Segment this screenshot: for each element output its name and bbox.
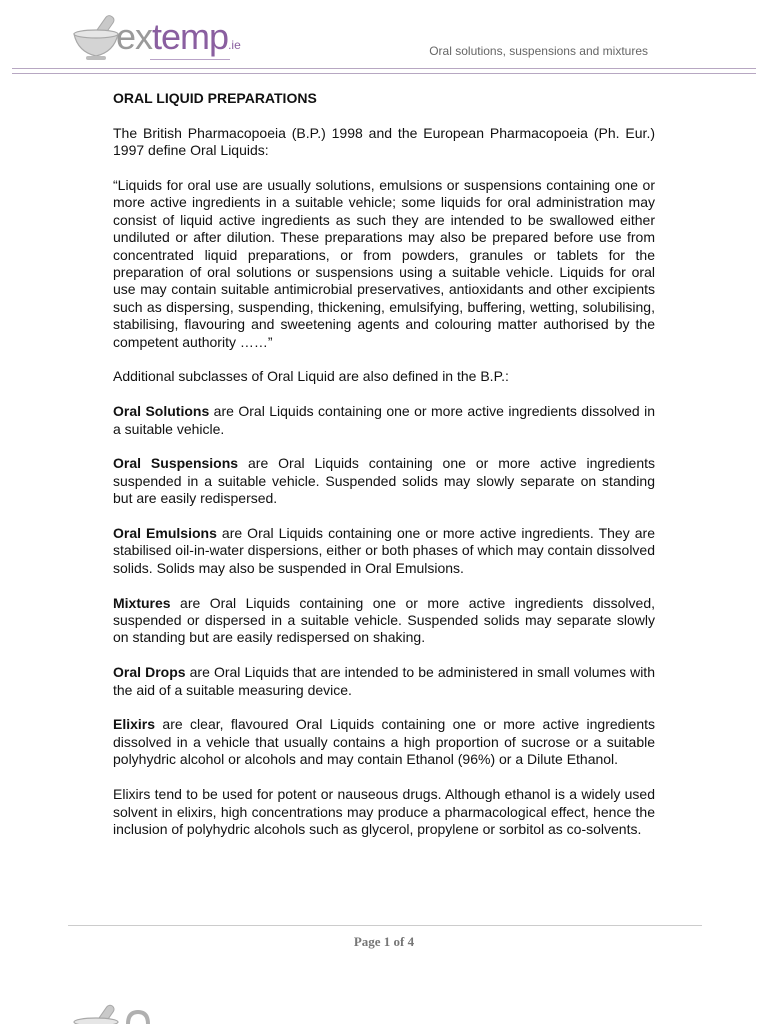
definition-mixtures — [113, 595, 655, 647]
logo-underline — [150, 59, 230, 60]
definition-text: are clear, flavoured Oral Liquids containing one or more active ingredients dissolved in a vehicle that usually contains a high proportion of sucrose or a suitable polyhydric alcohol or alcohols and may contain Ethanol (96%) or a Dilute Ethanol. — [113, 716, 655, 768]
definition-text: are Oral Liquids containing one or more active ingredients. They are stabilised oil-in-water dispersions, either or both phases of which may contain dissolved solids. Solids may also be suspended in Oral Emulsions. — [113, 525, 655, 576]
document-title: ORAL LIQUID PREPARATIONS — [113, 90, 317, 106]
definition-elixirs — [113, 716, 655, 768]
header-rule-lower — [12, 73, 756, 74]
definition-oral-solutions — [113, 403, 655, 438]
closing-paragraph: Elixirs tend to be used for potent or nauseous drugs. Although ethanol is a widely used solvent in elixirs, high concentrations may produce a pharmacological effect, hence the inclusion of polyhydric alcohols such as glycerol, propylene or sorbitol as co-solvents. — [113, 786, 655, 837]
page-number: Page 1 of 4 — [353, 934, 415, 949]
next-page-logo-fragment — [70, 1000, 170, 1024]
term-label: Oral Drops — [113, 664, 186, 681]
definition-oral-drops — [113, 664, 655, 699]
definition-text: are Oral Liquids containing one or more active ingredients dissolved, suspended or dispersed in a suitable vehicle. Suspended solids may separate slowly on standing but are easily redispersed on shaking. — [113, 594, 655, 646]
quote-paragraph: “Liquids for oral use are usually solutions, emulsions or suspensions containing one or more active ingredients in a suitable vehicle; some liquids for oral administration may consist of liquid active ingredients as such they are intended to be swallowed either undiluted or after dilution. These preparations may also be prepared before use from concentrated liquid preparations, or from powders, granules or tablets for the preparation of oral solutions or suspensions using a suitable vehicle. Liquids for oral use may contain suitable antimicrobial preservatives, antioxidants and other excipients such as dispersing, suspending, thickening, emulsifying, buffering, wetting, solubilising, stabilising, flavouring and sweetening agents and colouring matter authorised by the competent authority ……” — [113, 177, 655, 350]
footer-rule — [68, 925, 702, 926]
logo-wordmark: extemp.ie — [116, 16, 241, 57]
term-label: Oral Suspensions — [113, 455, 239, 472]
definition-text: are Oral Liquids that are intended to be administered in small volumes with the aid of a suitable measuring device. — [113, 664, 655, 698]
term-label: Oral Emulsions — [113, 525, 217, 542]
subclasses-intro: Additional subclasses of Oral Liquid are also defined in the B.P.: — [113, 368, 509, 385]
definition-oral-suspensions — [113, 455, 655, 507]
document-body — [113, 90, 655, 856]
term-label: Mixtures — [113, 594, 171, 611]
header-subtitle: Oral solutions, suspensions and mixtures — [429, 44, 648, 58]
page-header — [0, 0, 768, 80]
intro-paragraph: The British Pharmacopoeia (B.P.) 1998 and the European Pharmacopoeia (Ph. Eur.) 1997 define Oral Liquids: — [113, 124, 655, 159]
term-label: Oral Solutions — [113, 403, 210, 420]
definition-text: are Oral Liquids containing one or more active ingredients suspended in a suitable vehicle. Suspended solids may slowly separate on standing but are easily redispersed. — [113, 455, 655, 507]
mortar-pestle-icon — [70, 1000, 170, 1024]
definition-oral-emulsions — [113, 525, 655, 577]
header-rule-upper — [12, 68, 756, 69]
definition-text: are Oral Liquids containing one or more active ingredients dissolved in a suitable vehicle. — [113, 403, 655, 437]
term-label: Elixirs — [113, 716, 156, 733]
